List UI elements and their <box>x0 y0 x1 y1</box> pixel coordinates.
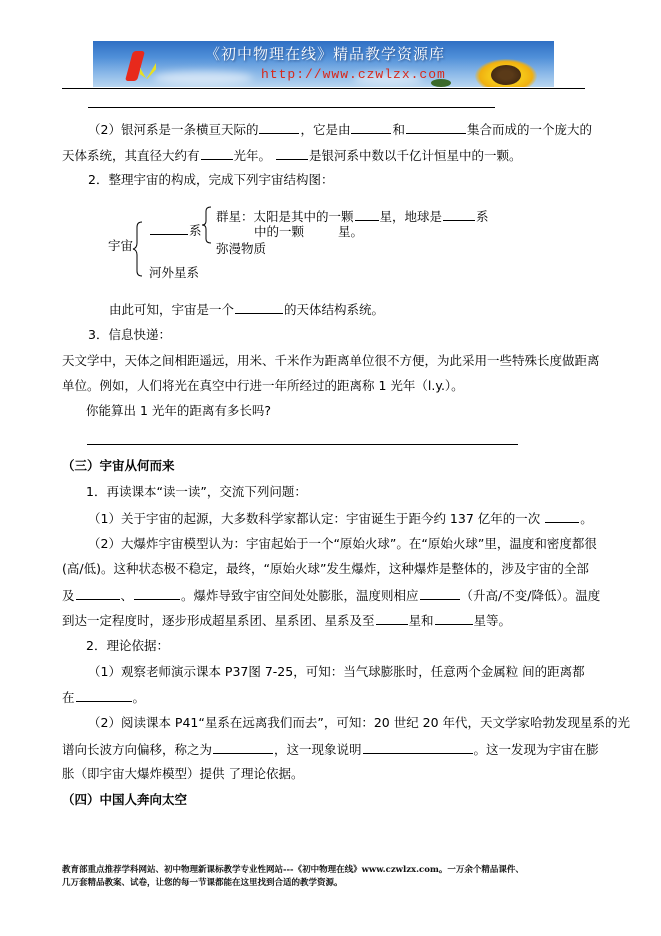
answer-line[interactable] <box>88 107 495 108</box>
q2-line2 <box>62 147 522 164</box>
footer-line2: 几万套精品教案、试卷，让您的每一节课都能在这里找到合适的教学资源。 <box>62 878 343 888</box>
s3-q2-line3 <box>62 587 600 604</box>
blank-field[interactable] <box>150 222 188 235</box>
section3-title: （三）宇宙从何而来 <box>62 458 175 473</box>
text: 到达一定程度时，逐步形成超星系团、星系团、星系及至 <box>62 613 375 628</box>
s3-item1: 1．再读课本“读一读”，交流下列问题： <box>86 484 307 499</box>
text: 系 <box>189 223 202 238</box>
blank-field[interactable] <box>213 741 273 754</box>
blank-field[interactable] <box>134 587 180 600</box>
text: 星，地球是 <box>379 209 443 224</box>
text: 系 <box>476 209 489 224</box>
blank-field[interactable] <box>76 587 120 600</box>
banner-title: 《初中物理在线》精品教学资源库 <box>205 45 446 63</box>
s3-item2: 2．理论依据： <box>86 638 169 653</box>
text: 。这一发现为宇宙在膨 <box>473 742 599 757</box>
text: 星。 <box>338 224 364 239</box>
text: 光年。 <box>233 148 272 163</box>
cloud-decoration <box>153 71 253 85</box>
blank-field[interactable] <box>351 121 391 134</box>
s3-t2-line2 <box>62 741 599 758</box>
s3-q2-line2: (高/低)。这种状态极不稳定，最终，“原始火球”发生爆炸，这种爆炸是整体的，涉及宇宙的全部 <box>62 561 589 576</box>
diffuse-matter: 弥漫物质 <box>216 241 267 256</box>
s3-q2-line4 <box>62 612 511 629</box>
s3-t2-line1: （2）阅读课本 P41“星系在远离我们而去”，可知：20 世纪 20 年代，天文学家哈勃发现星系的光 <box>88 715 631 730</box>
blank-field[interactable] <box>443 208 475 221</box>
blank-field[interactable] <box>355 208 379 221</box>
blank-field[interactable] <box>420 587 460 600</box>
text: 集合而成的一个庞大的 <box>467 122 593 137</box>
text: 。 <box>580 511 593 526</box>
brace-icon <box>132 221 146 277</box>
s3-t2-line3: 胀（即宇宙大爆炸模型）提供 了理论依据。 <box>62 766 304 781</box>
text: 中的一颗 <box>254 224 305 239</box>
text: （2）银河系是一条横亘天际的 <box>88 122 259 137</box>
q2-line1 <box>88 121 592 138</box>
structure-root: 宇宙 <box>108 238 134 253</box>
text: 、 <box>120 588 134 603</box>
text: 群星：太阳是其中的一颗 <box>216 209 354 224</box>
answer-line[interactable] <box>87 444 518 445</box>
text: （升高/不变/降低）。温度 <box>460 588 601 603</box>
text: 星和 <box>408 613 434 628</box>
logo-icon <box>125 51 145 81</box>
sunflower-icon <box>475 59 537 87</box>
conclusion <box>109 301 384 318</box>
blank-field[interactable] <box>363 741 473 754</box>
text: 在 <box>62 690 75 705</box>
s3-t1-line1: （1）观察老师演示课本 P37图 7-25，可知：当气球膨胀时，任意两个金属粒 间的距离都 <box>88 664 585 679</box>
blank-field[interactable] <box>406 121 466 134</box>
header-divider <box>62 88 585 89</box>
text: （1）关于宇宙的起源，大多数科学家都认定：宇宙诞生于距今约 137 亿年的一次 <box>88 511 541 526</box>
blank-field[interactable] <box>376 612 408 625</box>
s3-t1-line2 <box>62 689 145 706</box>
s3-q2-line1: （2）大爆炸宇宙模型认为：宇宙起始于一个“原始火球”。在“原始火球”里，温度和密度都很 <box>88 536 597 551</box>
blank-field[interactable] <box>201 147 233 160</box>
section4-title: （四）中国人奔向太空 <box>62 792 188 807</box>
header-banner <box>93 41 554 87</box>
text: ，它是由 <box>300 122 351 137</box>
info-question: 你能算出 1 光年的距离有多长吗? <box>86 403 272 418</box>
text: 是银河系中数以千亿计恒星中的一颗。 <box>309 148 522 163</box>
blank-field[interactable] <box>259 121 299 134</box>
blank-field[interactable] <box>235 301 283 314</box>
banner-url: http://www.czwlzx.com <box>261 67 446 82</box>
galaxy-branch <box>149 222 202 239</box>
text: 。爆炸导致宇宙空间处处膨胀，温度则相应 <box>181 588 419 603</box>
extragalactic: 河外星系 <box>149 265 200 280</box>
footer-line1: 教育部重点推荐学科网站、初中物理新课标教学专业性网站---《初中物理在线》www.czwlzx.com。一万余个精品课件、 <box>62 865 524 875</box>
text: 由此可知，宇宙是一个 <box>109 302 235 317</box>
cluster-line1 <box>216 208 489 225</box>
text: 的天体结构系统。 <box>284 302 385 317</box>
s3-q1 <box>88 510 593 527</box>
blank-field[interactable] <box>76 689 132 702</box>
blank-field[interactable] <box>435 612 473 625</box>
text: 谱向长波方向偏移，称之为 <box>62 742 213 757</box>
info-line1: 天文学中，天体之间相距遥远，用米、千米作为距离单位很不方便，为此采用一些特殊长度做距离 <box>62 353 600 368</box>
brace-icon <box>201 206 213 244</box>
cluster-line2 <box>254 224 363 240</box>
text: 及 <box>62 588 75 603</box>
info-line2: 单位。例如，人们将光在真空中行进一年所经过的距离称 1 光年（l.y.）。 <box>62 378 464 393</box>
item2-title: 2．整理宇宙的构成，完成下列宇宙结构图： <box>88 172 334 187</box>
item3-title: 3．信息快递： <box>88 327 171 342</box>
blank-field[interactable] <box>545 510 579 523</box>
text: 星等。 <box>473 613 512 628</box>
blank-field[interactable] <box>276 147 308 160</box>
text: ，这一现象说明 <box>274 742 362 757</box>
text: 。 <box>132 690 146 705</box>
text: 和 <box>392 122 405 137</box>
text: 天体系统，其直径大约有 <box>62 148 200 163</box>
